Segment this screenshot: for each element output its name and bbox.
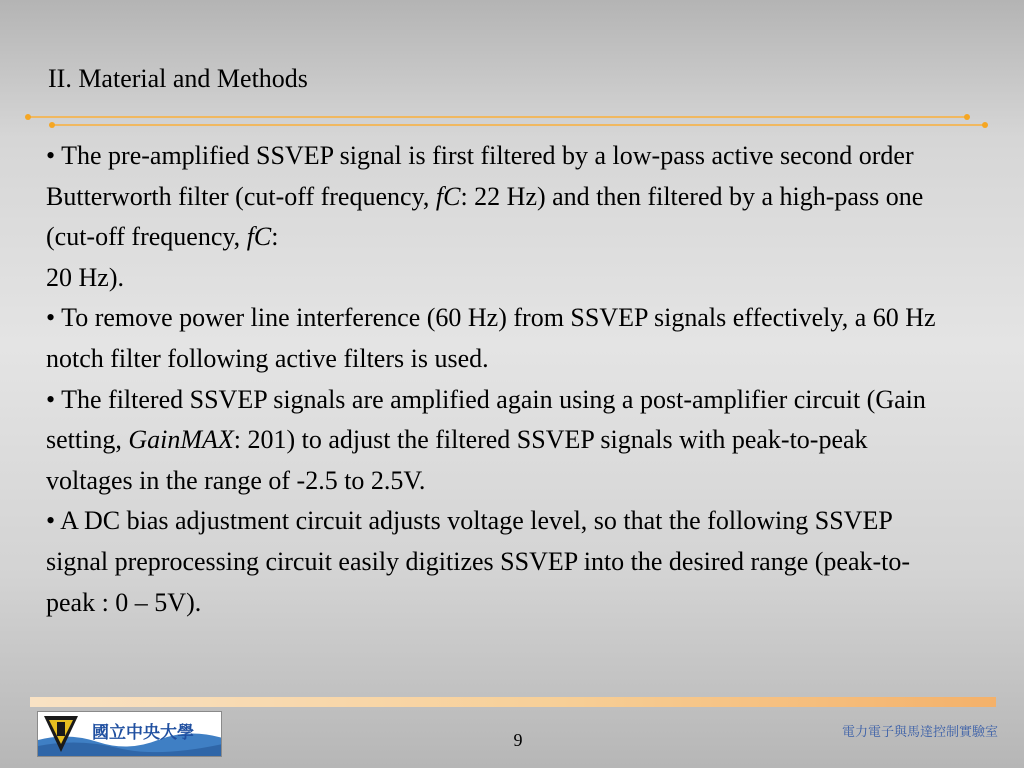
svg-text:國立中央大學: 國立中央大學 [92, 723, 194, 743]
lab-name: 電力電子與馬達控制實驗室 [841, 725, 998, 740]
bullet-item: • The pre-amplified SSVEP signal is first filtered by a low-pass active second order Butterworth filter (cut-off frequency, fC: 22 Hz) and then filtered by a high-pass one (cut-off frequency, fC: 20 Hz). [46, 141, 924, 292]
slide-title: II. Material and Methods [48, 64, 308, 93]
divider-line-upper [28, 116, 968, 118]
slide-body [46, 136, 956, 623]
divider-dot [25, 114, 31, 120]
bullet-item: • A DC bias adjustment circuit adjusts voltage level, so that the following SSVEP signal preprocessing circuit easily digitizes SSVEP into the desired range (peak-to-peak : 0 – 5V). [46, 506, 911, 617]
divider-dot [964, 114, 970, 120]
divider-dot [982, 122, 988, 128]
university-logo-icon [37, 711, 222, 757]
footer-bar [30, 697, 996, 707]
bullet-item: • To remove power line interference (60 Hz) from SSVEP signals effectively, a 60 Hz notch filter following active filters is used. [46, 303, 936, 373]
divider-line-lower [52, 124, 986, 126]
divider-dot [49, 122, 55, 128]
page-number: 9 [513, 730, 523, 750]
bullet-item: • The filtered SSVEP signals are amplified again using a post-amplifier circuit (Gain setting, GainMAX: 201) to adjust the filtered SSVEP signals with peak-to-peak voltages in the range of -2.5 to 2.5V. [46, 384, 926, 495]
